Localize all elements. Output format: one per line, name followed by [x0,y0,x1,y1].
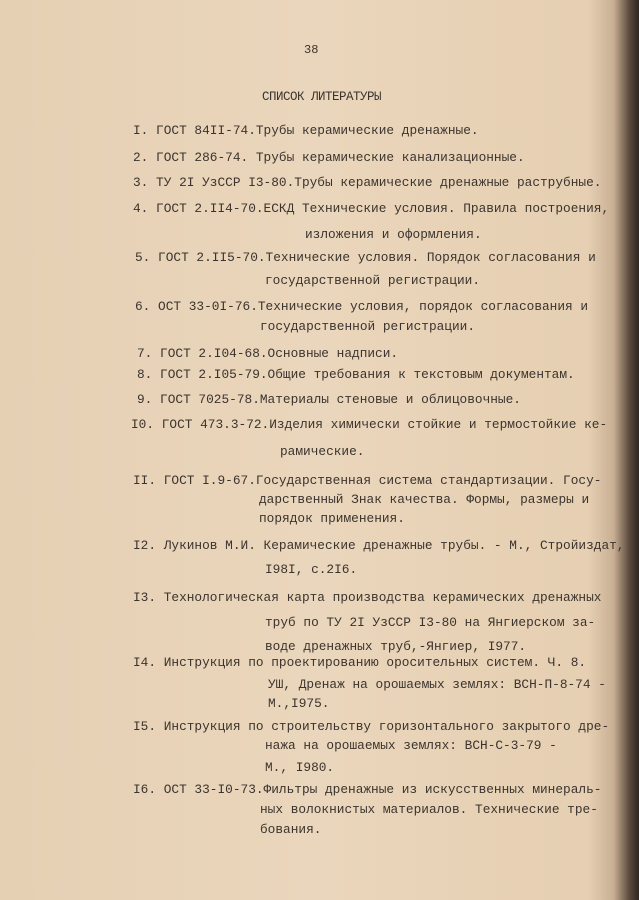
reference-9: 9. ГОСТ 7025-78.Материалы стеновые и облицовочные. [137,392,521,407]
reference-4-cont: изложения и оформления. [305,227,482,242]
reference-4: 4. ГОСТ 2.II4-70.ЕСКД Технические условия. Правила построения, [133,201,610,216]
reference-15-cont: М., I980. [265,760,335,775]
reference-15: I5. Инструкция по строительству горизонтального закрытого дре- [133,719,610,734]
reference-6: 6. ОСТ 33-0I-76.Технические условия, порядок согласования и [135,299,589,314]
reference-16: I6. ОСТ 33-I0-73.Фильтры дренажные из искусственных минераль- [133,782,602,797]
reference-14-cont: М.,I975. [268,696,330,711]
reference-2: 2. ГОСТ 286-74. Трубы керамические канализационные. [133,150,525,165]
reference-12-cont: I98I, с.2I6. [265,562,358,577]
reference-13-cont: труб по ТУ 2I УзССР I3-80 на Янгиерском за- [265,615,596,630]
page-number: 38 [304,43,319,57]
reference-5: 5. ГОСТ 2.II5-70.Технические условия. Порядок согласования и [135,250,596,265]
page-title: СПИСОК ЛИТЕРАТУРЫ [262,90,382,104]
reference-14-cont: УШ, Дренаж на орошаемых землях: ВСН-П-8-74 - [268,677,606,692]
reference-13: I3. Технологическая карта производства керамических дренажных [133,590,602,605]
reference-11-cont: дарственный Знак качества. Формы, размеры и [259,492,590,507]
reference-16-cont: бования. [260,822,322,837]
reference-12: I2. Лукинов М.И. Керамические дренажные трубы. - М., Стройиздат, [133,538,625,553]
reference-3: 3. ТУ 2I УзССР I3-80.Трубы керамические дренажные раструбные. [133,175,602,190]
reference-7: 7. ГОСТ 2.I04-68.Основные надписи. [137,346,399,361]
reference-11: II. ГОСТ I.9-67.Государственная система стандартизации. Госу- [133,473,602,488]
reference-11-cont: порядок применения. [259,511,405,526]
reference-10-cont: рамические. [280,444,365,459]
reference-1: I. ГОСТ 84II-74.Трубы керамические дренажные. [133,123,479,138]
reference-15-cont: нажа на орошаемых землях: ВСН-С-3-79 - [265,738,557,753]
reference-5-cont: государственной регистрации. [265,273,481,288]
reference-10: I0. ГОСТ 473.3-72.Изделия химически стойкие и термостойкие ке- [131,417,608,432]
reference-6-cont: государственной регистрации. [260,319,476,334]
reference-14: I4. Инструкция по проектированию оросительных систем. Ч. 8. [133,655,587,670]
reference-8: 8. ГОСТ 2.I05-79.Общие требования к текстовым документам. [137,367,575,382]
reference-16-cont: ных волокнистых материалов. Технические тре- [260,802,598,817]
reference-13-cont: воде дренажных труб,-Янгиер, I977. [265,639,527,654]
